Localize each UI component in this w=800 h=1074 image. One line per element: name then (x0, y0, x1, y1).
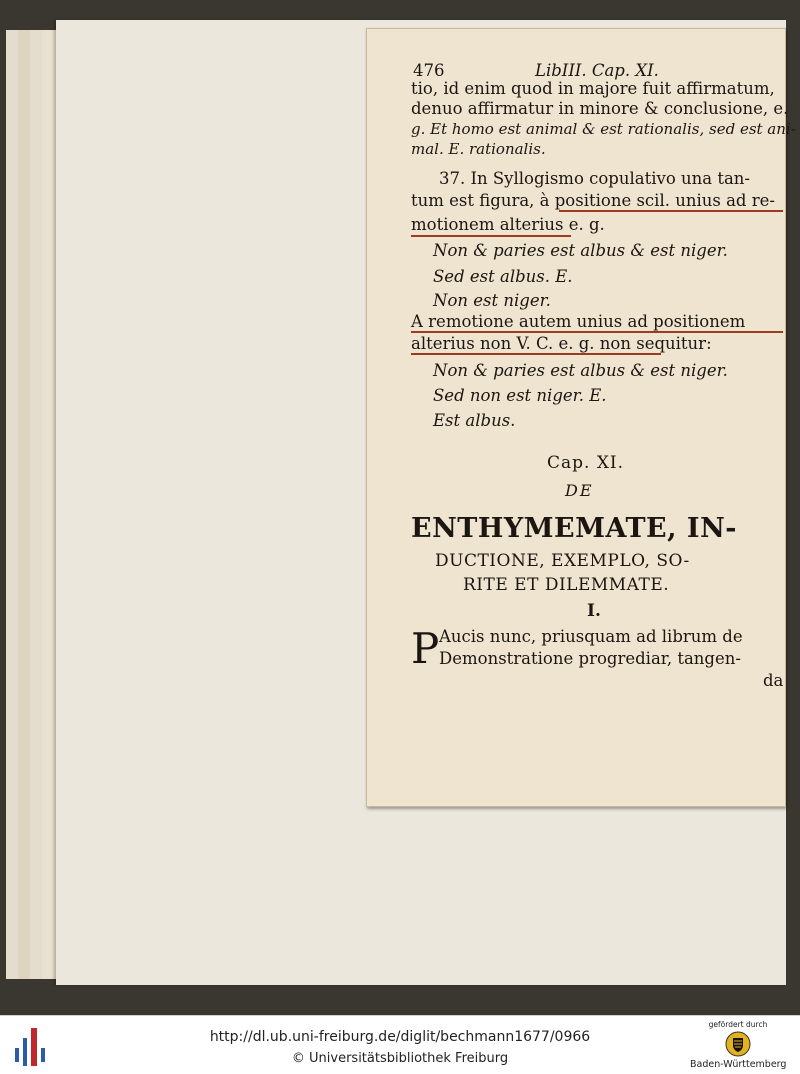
syllogism-line: Sed est albus. E. (433, 267, 573, 286)
text-line: Aucis nunc, priusquam ad librum de (439, 627, 743, 646)
section-number: I. (587, 601, 601, 621)
page-edge (42, 30, 57, 979)
syllogism-line: Est albus. (433, 411, 516, 430)
syllogism-line: Non & paries est albus & est niger. (433, 241, 728, 260)
text-line: g. Et homo est animal & est rationalis, sed est ani- (411, 120, 796, 138)
red-underline (411, 353, 661, 355)
drop-cap: P (411, 624, 440, 673)
text-line: tum est figura, à positione scil. unius ad re- (411, 191, 775, 210)
running-head: LibIII. Cap. XI. (535, 61, 659, 80)
text-line: 37. In Syllogismo copulativo una tan- (439, 169, 751, 188)
syllogism-line: Non est niger. (433, 291, 551, 310)
catchword: da (763, 671, 784, 690)
text-line: mal. E. rationalis. (411, 140, 546, 158)
copyright: © Universitätsbibliothek Freiburg (291, 1051, 509, 1066)
sponsor-name: Baden-Württemberg (690, 1059, 787, 1070)
page-number: 476 (413, 61, 445, 80)
text-line: Demonstratione progrediar, tangen- (439, 649, 741, 668)
text-line: denuo affirmatur in minore & conclusione, e. (411, 99, 789, 118)
syllogism-line: Sed non est niger. E. (433, 386, 607, 405)
text-line: tio, id enim quod in majore fuit affirmatum, (411, 79, 775, 98)
baden-wuerttemberg-seal-icon (725, 1031, 751, 1057)
syllogism-line: Non & paries est albus & est niger. (433, 361, 728, 380)
red-underline (411, 331, 783, 333)
viewer-footer (0, 1015, 800, 1074)
red-underline (411, 235, 571, 237)
sponsor-label: gefördert durch (708, 1020, 768, 1029)
text-line: A remotione autem unius ad positionem (411, 312, 746, 331)
chapter-number: Cap. XI. (547, 453, 625, 473)
tipped-in-page (366, 28, 796, 807)
chapter-title-line: ENTHYMEMATE, IN- (411, 513, 737, 544)
chapter-de: DE (565, 481, 594, 500)
red-underline (559, 210, 783, 212)
permalink[interactable]: http://dl.ub.uni-freiburg.de/diglit/bechmann1677/0966 (209, 1029, 591, 1045)
chapter-title-line: RITE ET DILEMMATE. (463, 575, 670, 595)
chapter-title-line: DUCTIONE, EXEMPLO, SO- (435, 551, 690, 571)
text-line: motionem alterius e. g. (411, 215, 605, 234)
text-line: alterius non V. C. e. g. non sequitur: (411, 334, 712, 353)
